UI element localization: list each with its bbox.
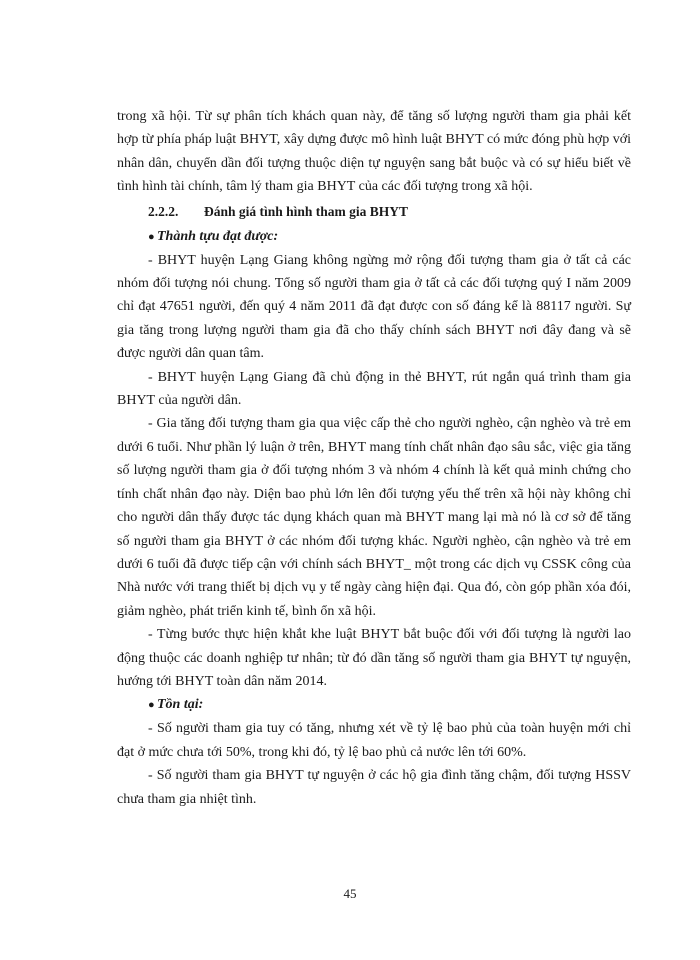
- paragraph-shortcoming-2: - Số người tham gia BHYT tự nguyện ở các hộ gia đình tăng chậm, đối tượng HSSV chưa tham gia nhiệt tình.: [117, 768, 631, 807]
- paragraph-shortcoming-1: - Số người tham gia tuy có tăng, nhưng xét về tỷ lệ bao phủ của toàn huyện mới chỉ đạt ở mức chưa tới 50%, trong khi đó, tỷ lệ bao phủ cả nước lên tới 60%.: [117, 721, 631, 760]
- heading-shortcomings: [148, 693, 631, 717]
- heading-achievements: [148, 225, 631, 249]
- section-heading: [148, 199, 631, 225]
- paragraph-achievement-1: - BHYT huyện Lạng Giang không ngừng mở rộng đối tượng tham gia ở tất cả các nhóm đối tượng nói chung. Tổng số người tham gia ở tất cả các đối tượng quý I năm 2009 chỉ đạt 47651 người, đến quý 4 năm 2011 đã đạt được con số đáng kể là 88117 người. Sự gia tăng trong lượng người tham gia đã cho thấy chính sách BHYT nơi đây đang và sẽ được người dân quan tâm.: [117, 252, 631, 362]
- paragraph-intro: trong xã hội. Từ sự phân tích khách quan này, để tăng số lượng người tham gia phải kết hợp từ phía pháp luật BHYT, xây dựng được mô hình luật BHYT có mức đóng phù hợp với nhân dân, chuyển dần đối tượng thuộc diện tự nguyện sang bắt buộc và có sự hiểu biết về tình hình tài chính, tâm lý tham gia BHYT của các đối tượng trong xã hội.: [117, 109, 632, 195]
- section-title: Đánh giá tình hình tham gia BHYT: [204, 203, 409, 219]
- page-number: 45: [343, 886, 357, 901]
- section-number: 2.2.2.: [148, 203, 179, 219]
- paragraph-achievement-2: - BHYT huyện Lạng Giang đã chủ động in thẻ BHYT, rút ngắn quá trình tham gia BHYT của người dân.: [117, 369, 631, 409]
- paragraph-achievement-4: - Từng bước thực hiện khắt khe luật BHYT bắt buộc đối với đối tượng là người lao động thuộc các doanh nghiệp tư nhân; từ đó dần tăng số người tham gia BHYT tự nguyện, hướng tới BHYT toàn dân năm 2014.: [117, 627, 631, 689]
- document-page: [117, 105, 631, 811]
- heading-achievements-label: Thành tựu đạt được:: [157, 228, 279, 244]
- bullet-icon: ●: [148, 230, 155, 243]
- paragraph-achievement-3: - Gia tăng đối tượng tham gia qua việc cấp thẻ cho người nghèo, cận nghèo và trẻ em dưới 6 tuổi. Như phần lý luận ở trên, BHYT mang tính chất nhân đạo sâu sắc, việc gia tăng số lượng người tham gia ở đối tượng nhóm 3 và nhóm 4 chính là kết quả minh chứng cho tính chất nhân đạo này. Diện bao phủ lớn lên đối tượng yếu thế trên xã hội này không chỉ cho người dân thấy được tác dụng khách quan mà BHYT mang lại mà nó là cơ sở để tăng số người tham gia BHYT ở các nhóm đối tượng khác. Người nghèo, cận nghèo và trẻ em dưới 6 tuổi đã được tiếp cận với chính sách BHYT_ một trong các dịch vụ CSSK công của Nhà nước với trang thiết bị dịch vụ y tế ngày càng hiện đại. Qua đó, còn góp phần xóa đói, giảm nghèo, phát triển kinh tế, bình ổn xã hội.: [117, 416, 631, 619]
- heading-shortcomings-label: Tồn tại:: [157, 697, 204, 713]
- bullet-icon: ●: [148, 699, 155, 712]
